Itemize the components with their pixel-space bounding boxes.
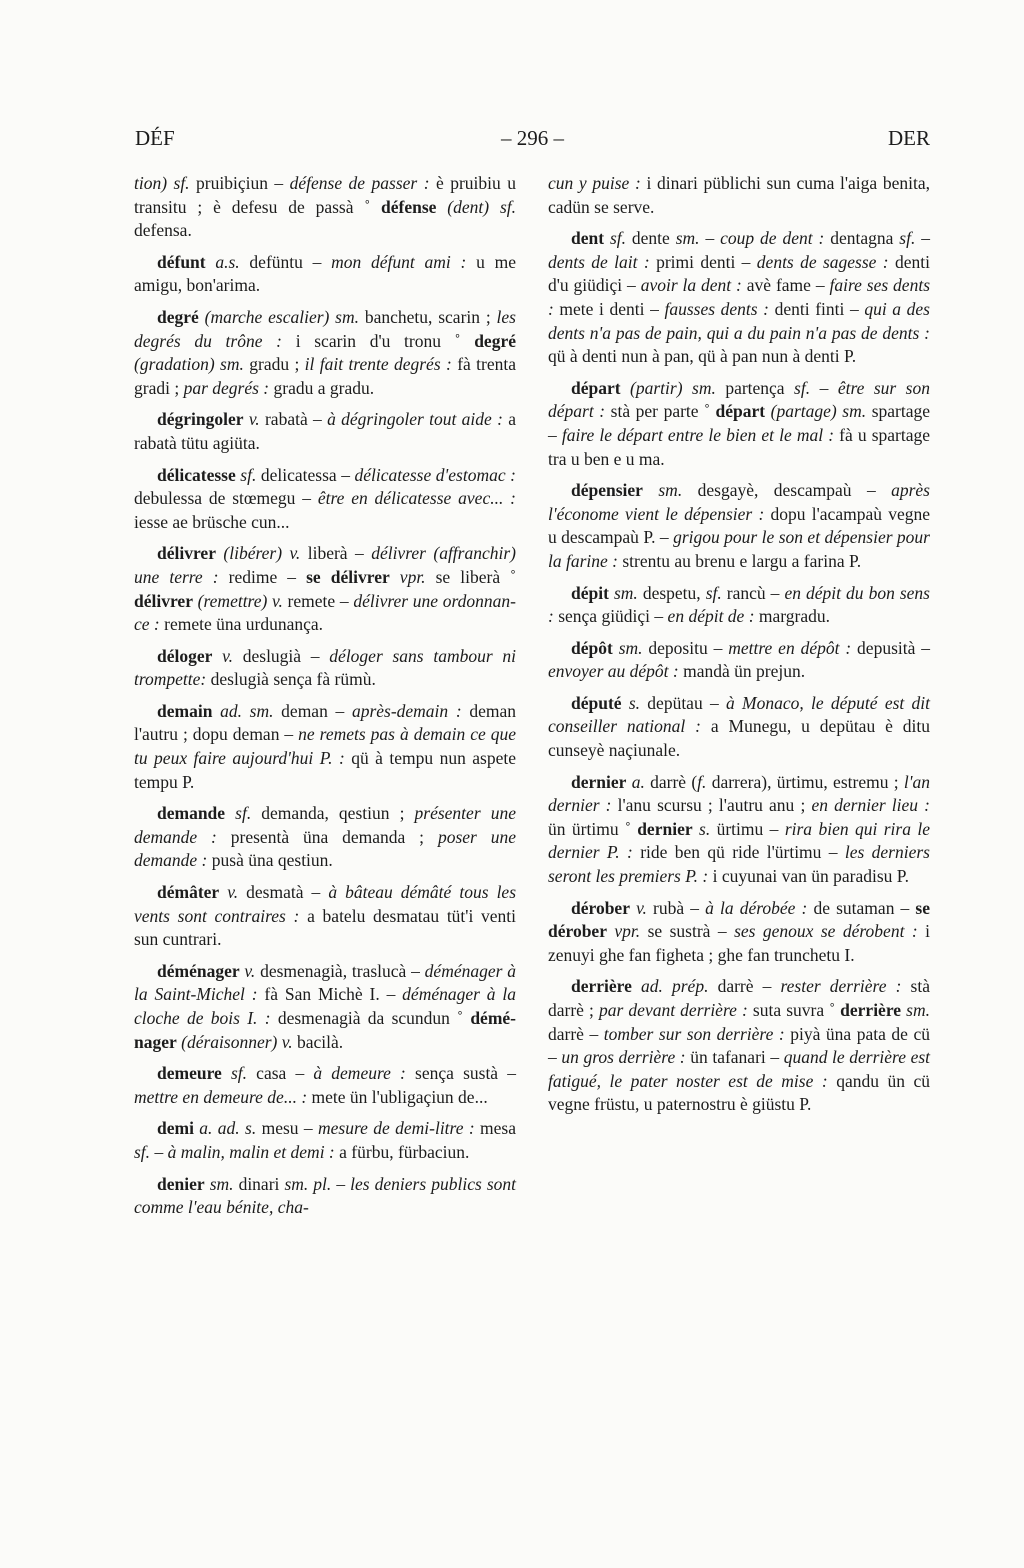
italic-text: déménager à la Saint-Michel : <box>134 960 516 1005</box>
translation-text: despetu, <box>637 582 706 603</box>
italic-text: sm. <box>204 1173 234 1194</box>
headword: denier <box>157 1173 205 1194</box>
translation-text: bacilà. <box>292 1031 344 1052</box>
headword: déménager <box>134 1008 516 1052</box>
italic-text: a. <box>626 771 645 792</box>
italic-text: vpr. <box>389 566 426 587</box>
italic-text: rira bien qui rira le dernier P. : <box>548 818 931 863</box>
translation-text: dopu l'acampaù vegne u descampaù P. – <box>548 503 930 548</box>
italic-text: mettre en dépôt : <box>728 637 852 658</box>
italic-text: (déraisonner) v. <box>176 1031 293 1052</box>
translation-text: pusà üna qestiun. <box>207 850 333 871</box>
translation-text: deslugià – <box>233 645 330 666</box>
translation-text: defensa. <box>134 220 192 241</box>
translation-text: de sutaman – <box>807 897 916 918</box>
headword: demeure <box>157 1063 222 1084</box>
italic-text: à bâteau démâté tous les vents sont contraires : <box>134 882 517 926</box>
italic-text: coup de dent : <box>720 228 825 249</box>
translation-text: qü à denti nun à pan, qü à pan nun à denti P. <box>548 346 857 367</box>
translation-text: deslugià sença fà rümù. <box>206 669 376 690</box>
translation-text: a Munegu, u depütau è ditu cunseyè naçiunale. <box>548 716 930 761</box>
headword: délicatesse <box>157 464 236 485</box>
italic-text: les deniers publics sont comme l'eau bénite, cha- <box>134 1173 517 1218</box>
translation-text: piyà üna pata de cü – <box>548 1023 930 1068</box>
headword: dépensier <box>571 480 643 501</box>
italic-text: les degrés du trône : <box>134 306 516 351</box>
italic-text: à dégringoler tout aide : <box>327 409 503 430</box>
italic-text: ad. sm. <box>212 700 274 721</box>
dictionary-entry <box>134 542 516 636</box>
italic-text: avoir la dent : <box>640 275 742 296</box>
dictionary-entry <box>134 306 516 400</box>
headword: derrière <box>840 1000 902 1020</box>
translation-text: darrera), ürtimu, estremu ; <box>706 771 904 792</box>
italic-text: grigou pour le son et dépensier pour la farine : <box>548 527 930 571</box>
translation-text: – <box>915 228 930 249</box>
italic-text: sf. <box>235 464 257 485</box>
headword: député <box>571 692 622 713</box>
right-column <box>548 172 930 1125</box>
translation-text: darrè – <box>548 1023 604 1044</box>
italic-text: (gradation) sm. <box>134 354 244 375</box>
italic-text: sf. <box>225 803 252 824</box>
italic-text: présenter une demande : <box>134 803 516 847</box>
dictionary-entry <box>134 881 516 952</box>
italic-text: mettre en demeure de... : <box>134 1086 308 1107</box>
translation-text: fà u spartage tra u ben e u ma. <box>548 424 931 469</box>
translation-text: dentagna <box>824 228 900 249</box>
dictionary-entry <box>134 645 516 692</box>
italic-text: les derniers seront les premiers P. : <box>548 842 930 887</box>
translation-text: a fürbu, fürbaciun. <box>334 1141 470 1162</box>
translation-text: strentu au brenu e largu a farina P. <box>618 550 862 571</box>
translation-text: darrè ( <box>644 771 698 792</box>
translation-text: remete – <box>282 590 354 611</box>
italic-text: v. <box>219 882 239 903</box>
italic-text: déménager à la cloche de bois I. : <box>134 984 516 1028</box>
page-number: – 296 – <box>501 126 564 150</box>
translation-text: desgayè, descampaù – <box>682 480 892 501</box>
translation-text: desmenagià da scundun ˚ <box>270 1008 471 1028</box>
italic-text: poser une demande : <box>134 826 516 871</box>
dictionary-entry <box>134 464 516 535</box>
italic-text: rester derrière : <box>780 976 902 997</box>
dictionary-entry <box>548 479 930 573</box>
italic-text: quand le derrière est fatigué, le pater noster est de mise : <box>548 1047 931 1091</box>
translation-text: suta suvra ˚ <box>747 1000 841 1020</box>
italic-text: à Monaco, le député est dit conseiller national : <box>548 692 931 737</box>
dictionary-entry <box>134 1062 516 1109</box>
translation-text: – <box>699 228 721 249</box>
headword: départ <box>715 401 766 422</box>
header-guide-word-left: DÉF <box>135 126 175 150</box>
italic-text: sm. <box>608 582 638 603</box>
italic-text: cun y puise : <box>548 173 641 193</box>
italic-text: faire ses dents : <box>548 275 931 319</box>
translation-text: liberà – <box>300 543 372 564</box>
translation-text: debulessa de stœmegu – <box>134 488 318 509</box>
italic-text: après l'économe vient le dépensier : <box>548 480 930 524</box>
translation-text: depusità – <box>851 637 931 658</box>
italic-text: sm. <box>901 1000 930 1020</box>
headword: délivrer <box>134 590 193 611</box>
headword: degré <box>157 306 199 327</box>
translation-text: deman l'autru ; dopu deman – <box>134 700 517 745</box>
italic-text: (remettre) v. <box>192 590 283 611</box>
left-column <box>134 172 516 1228</box>
dictionary-entry <box>548 582 930 629</box>
italic-text: v. <box>239 960 256 981</box>
translation-text: mandà ün prejun. <box>678 661 806 682</box>
italic-text: après-demain : <box>351 700 462 721</box>
italic-text: qui a des dents n'a pas de pain, qui a du pain n'a pas de dents : <box>548 298 930 343</box>
dictionary-entry <box>548 692 930 763</box>
italic-text: v. <box>212 645 233 666</box>
dictionary-entry <box>548 377 930 471</box>
translation-text: partença <box>715 377 795 398</box>
translation-text: mesu – <box>256 1118 318 1139</box>
italic-text: tion) sf. <box>134 173 190 193</box>
italic-text: par devant derrière : <box>599 1000 748 1020</box>
italic-text: (partir) sm. <box>620 377 716 398</box>
italic-text: un gros derrière : <box>561 1047 686 1068</box>
translation-text: ürtimu – <box>710 818 785 839</box>
translation-text: darrè – <box>708 976 781 997</box>
translation-text: denti finti – <box>769 298 865 319</box>
italic-text: s. <box>621 692 641 713</box>
headword: défunt <box>157 251 206 272</box>
italic-text: mesure de demi-litre : <box>317 1118 475 1139</box>
translation-text: è pruibiu u transitu ; è defesu de passà ˚ <box>134 173 516 217</box>
translation-text: – <box>810 377 838 398</box>
dictionary-entry <box>134 700 516 794</box>
translation-text: mesa <box>474 1118 516 1139</box>
italic-text: (libérer) v. <box>215 543 301 564</box>
translation-text: qü à tempu nun aspete tempu P. <box>134 748 516 792</box>
dictionary-entry <box>548 975 930 1117</box>
italic-text: f. <box>697 771 707 792</box>
translation-text: sença giüdiçi – <box>553 606 668 627</box>
headword: dernier <box>571 771 627 792</box>
translation-text: dente <box>626 228 676 249</box>
italic-text: a. ad. s. <box>193 1118 257 1139</box>
headword: demi <box>157 1118 194 1139</box>
italic-text: s. <box>692 818 711 839</box>
italic-text: par degrés : <box>183 377 270 398</box>
translation-text: banchetu, scarin ; <box>359 306 497 327</box>
italic-text: à demeure : <box>313 1063 406 1084</box>
translation-text: ün tafanari – <box>685 1047 784 1068</box>
headword: déménager <box>157 960 240 981</box>
headword: dernier <box>637 818 693 839</box>
translation-text: fà trenta gradi ; <box>134 354 516 398</box>
headword: déloger <box>157 645 213 666</box>
headword: dent <box>571 228 605 249</box>
headword: dépit <box>571 582 609 603</box>
italic-text: v. <box>243 409 260 430</box>
italic-text: ne remets pas à demain ce que tu peux faire aujourd'hui P. : <box>134 724 516 769</box>
italic-text: sf. <box>794 377 811 398</box>
translation-text: spartage – <box>548 401 930 445</box>
italic-text: défense de passer : <box>289 173 430 193</box>
italic-text: ad. prép. <box>631 976 709 997</box>
translation-text: avè fame – <box>741 275 830 296</box>
italic-text: l'an dernier : <box>548 771 930 816</box>
translation-text: se liberà ˚ <box>425 566 516 587</box>
italic-text: (marche escalier) sm. <box>198 306 360 327</box>
italic-text: (dent) sf. <box>436 196 516 217</box>
italic-text: en dernier lieu : <box>811 795 930 816</box>
italic-text: à malin, malin et demi : <box>167 1141 335 1162</box>
translation-text: iesse ae brüsche cun... <box>134 511 290 532</box>
italic-text: à la dérobée : <box>705 897 808 918</box>
translation-text: gradu ; <box>243 354 305 375</box>
italic-text: dents de sagesse : <box>756 251 889 272</box>
italic-text: délivrer (affranchir) une terre : <box>134 543 516 587</box>
translation-text: deman – <box>273 700 352 721</box>
translation-text: rubà – <box>646 897 706 918</box>
italic-text: sf. <box>221 1063 248 1084</box>
dictionary-entry <box>134 802 516 873</box>
italic-text: en dépit de : <box>667 606 755 627</box>
headword: demain <box>157 700 213 721</box>
translation-text: primi denti – <box>649 251 757 272</box>
translation-text: mete ün l'ubligaçiun de... <box>307 1086 488 1107</box>
translation-text: fà San Michè I. – <box>257 984 403 1005</box>
translation-text: margradu. <box>754 606 831 627</box>
translation-text: i cuyunai van ün paradisu P. <box>708 866 909 887</box>
translation-text: ün ürtimu ˚ <box>548 818 638 839</box>
italic-text: déloger sans tambour ni trompette: <box>134 645 517 690</box>
headword: demande <box>157 803 226 824</box>
headword: dégringoler <box>157 409 244 430</box>
translation-text: depositu – <box>642 637 729 658</box>
translation-text: gradu a gradu. <box>269 377 375 398</box>
dictionary-entry <box>548 227 930 369</box>
page-header <box>135 126 930 156</box>
translation-text: denti d'u giüdiçi – <box>548 251 930 296</box>
dictionary-entry <box>134 251 516 298</box>
translation-text: stà darrè ; <box>548 976 930 1020</box>
translation-text: sença sustà – <box>405 1063 516 1084</box>
italic-text: v. <box>629 897 647 918</box>
italic-text: fausses dents : <box>664 298 770 319</box>
headword: derrière <box>571 976 632 997</box>
translation-text: l'anu scursu ; l'autru anu ; <box>611 795 812 816</box>
translation-text: desmenagià, traslucà – <box>255 960 425 981</box>
italic-text: sf. <box>899 228 916 249</box>
headword: défense <box>381 196 437 217</box>
italic-text: (partage) sm. <box>765 401 867 422</box>
headword: dérober <box>571 897 630 918</box>
italic-text: faire le départ entre le bien et le mal : <box>561 424 835 445</box>
italic-text: délicatesse d'estomac : <box>354 464 516 485</box>
translation-text: – <box>150 1141 168 1162</box>
dictionary-entry <box>548 637 930 684</box>
italic-text: ses genoux se dérobent : <box>734 921 918 942</box>
translation-text: qandu ün cü vegne früstu, u paternostru è giüstu P. <box>548 1070 930 1115</box>
italic-text: il fait trente degrés : <box>304 354 452 375</box>
italic-text: sm. <box>612 637 643 658</box>
translation-text: pruibiçiun – <box>189 173 290 193</box>
dictionary-entry <box>134 1173 516 1220</box>
dictionary-entry <box>548 897 930 968</box>
italic-text: a.s. <box>205 251 240 272</box>
translation-text: redime – <box>218 566 307 587</box>
italic-text: sm. <box>642 480 683 501</box>
headword: se dérober <box>548 897 930 942</box>
headword: démâter <box>157 882 220 903</box>
italic-text: sf. <box>705 582 722 603</box>
header-guide-word-right: DER <box>888 126 930 150</box>
translation-text: se sustrà – <box>640 921 735 942</box>
italic-text: tomber sur son derrière : <box>603 1023 785 1044</box>
translation-text: stà per parte ˚ <box>605 401 716 422</box>
dictionary-entry <box>134 172 516 243</box>
italic-text: être sur son départ : <box>548 377 930 422</box>
headword: dépôt <box>571 637 613 658</box>
headword: se délivrer <box>306 566 390 587</box>
dictionary-entry <box>548 172 930 219</box>
translation-text: – <box>331 1173 351 1194</box>
italic-text: être en délicatesse avec... : <box>317 488 516 509</box>
translation-text: desmatà – <box>238 882 329 903</box>
dictionary-entry <box>548 771 930 889</box>
translation-text: presentà üna demanda ; <box>216 826 438 847</box>
translation-text: i scarin d'u tronu ˚ <box>282 330 475 351</box>
italic-text: dents de lait : <box>548 251 650 272</box>
translation-text: i dinari püblichi sun cuma l'aiga benita, cadün se serve. <box>548 173 930 217</box>
translation-text: i zenuyi ghe fan figheta ; ghe fan trunchetu I. <box>548 921 930 965</box>
headword: délivrer <box>157 543 216 564</box>
dictionary-entry <box>134 960 516 1054</box>
translation-text: ride ben qü ride l'ürtimu – <box>632 842 845 863</box>
dictionary-entry <box>134 408 516 455</box>
italic-text: en dépit du bon sens : <box>548 582 930 627</box>
translation-text: defüntu – <box>239 251 332 272</box>
italic-text: sm. <box>675 228 700 249</box>
italic-text: envoyer au dépôt : <box>548 661 679 682</box>
headword: départ <box>571 377 621 398</box>
translation-text: rabatà – <box>259 409 328 430</box>
translation-text: u me amigu, bon'arima. <box>134 251 516 296</box>
translation-text: a rabatà tütu agiüta. <box>134 409 516 453</box>
translation-text: mete i denti – <box>553 298 665 319</box>
translation-text: depütau – <box>640 692 726 713</box>
dictionary-entry <box>134 1117 516 1164</box>
italic-text: sm. pl. <box>284 1173 332 1194</box>
translation-text: casa – <box>247 1063 314 1084</box>
translation-text: delicatessa – <box>256 464 355 485</box>
italic-text: mon défunt ami : <box>331 251 467 272</box>
italic-text: sf. <box>604 228 627 249</box>
headword: degré <box>474 330 516 351</box>
translation-text: remete üna urdunança. <box>159 614 324 635</box>
translation-text: rancù – <box>721 582 785 603</box>
italic-text: sf. <box>134 1141 151 1162</box>
italic-text: vpr. <box>606 921 641 942</box>
translation-text: demanda, qestiun ; <box>251 803 415 824</box>
translation-text: dinari <box>233 1173 285 1194</box>
translation-text: a batelu desmatau tüt'i venti sun cuntrari. <box>134 905 517 950</box>
italic-text: délivrer une ordonnance : <box>134 590 516 635</box>
